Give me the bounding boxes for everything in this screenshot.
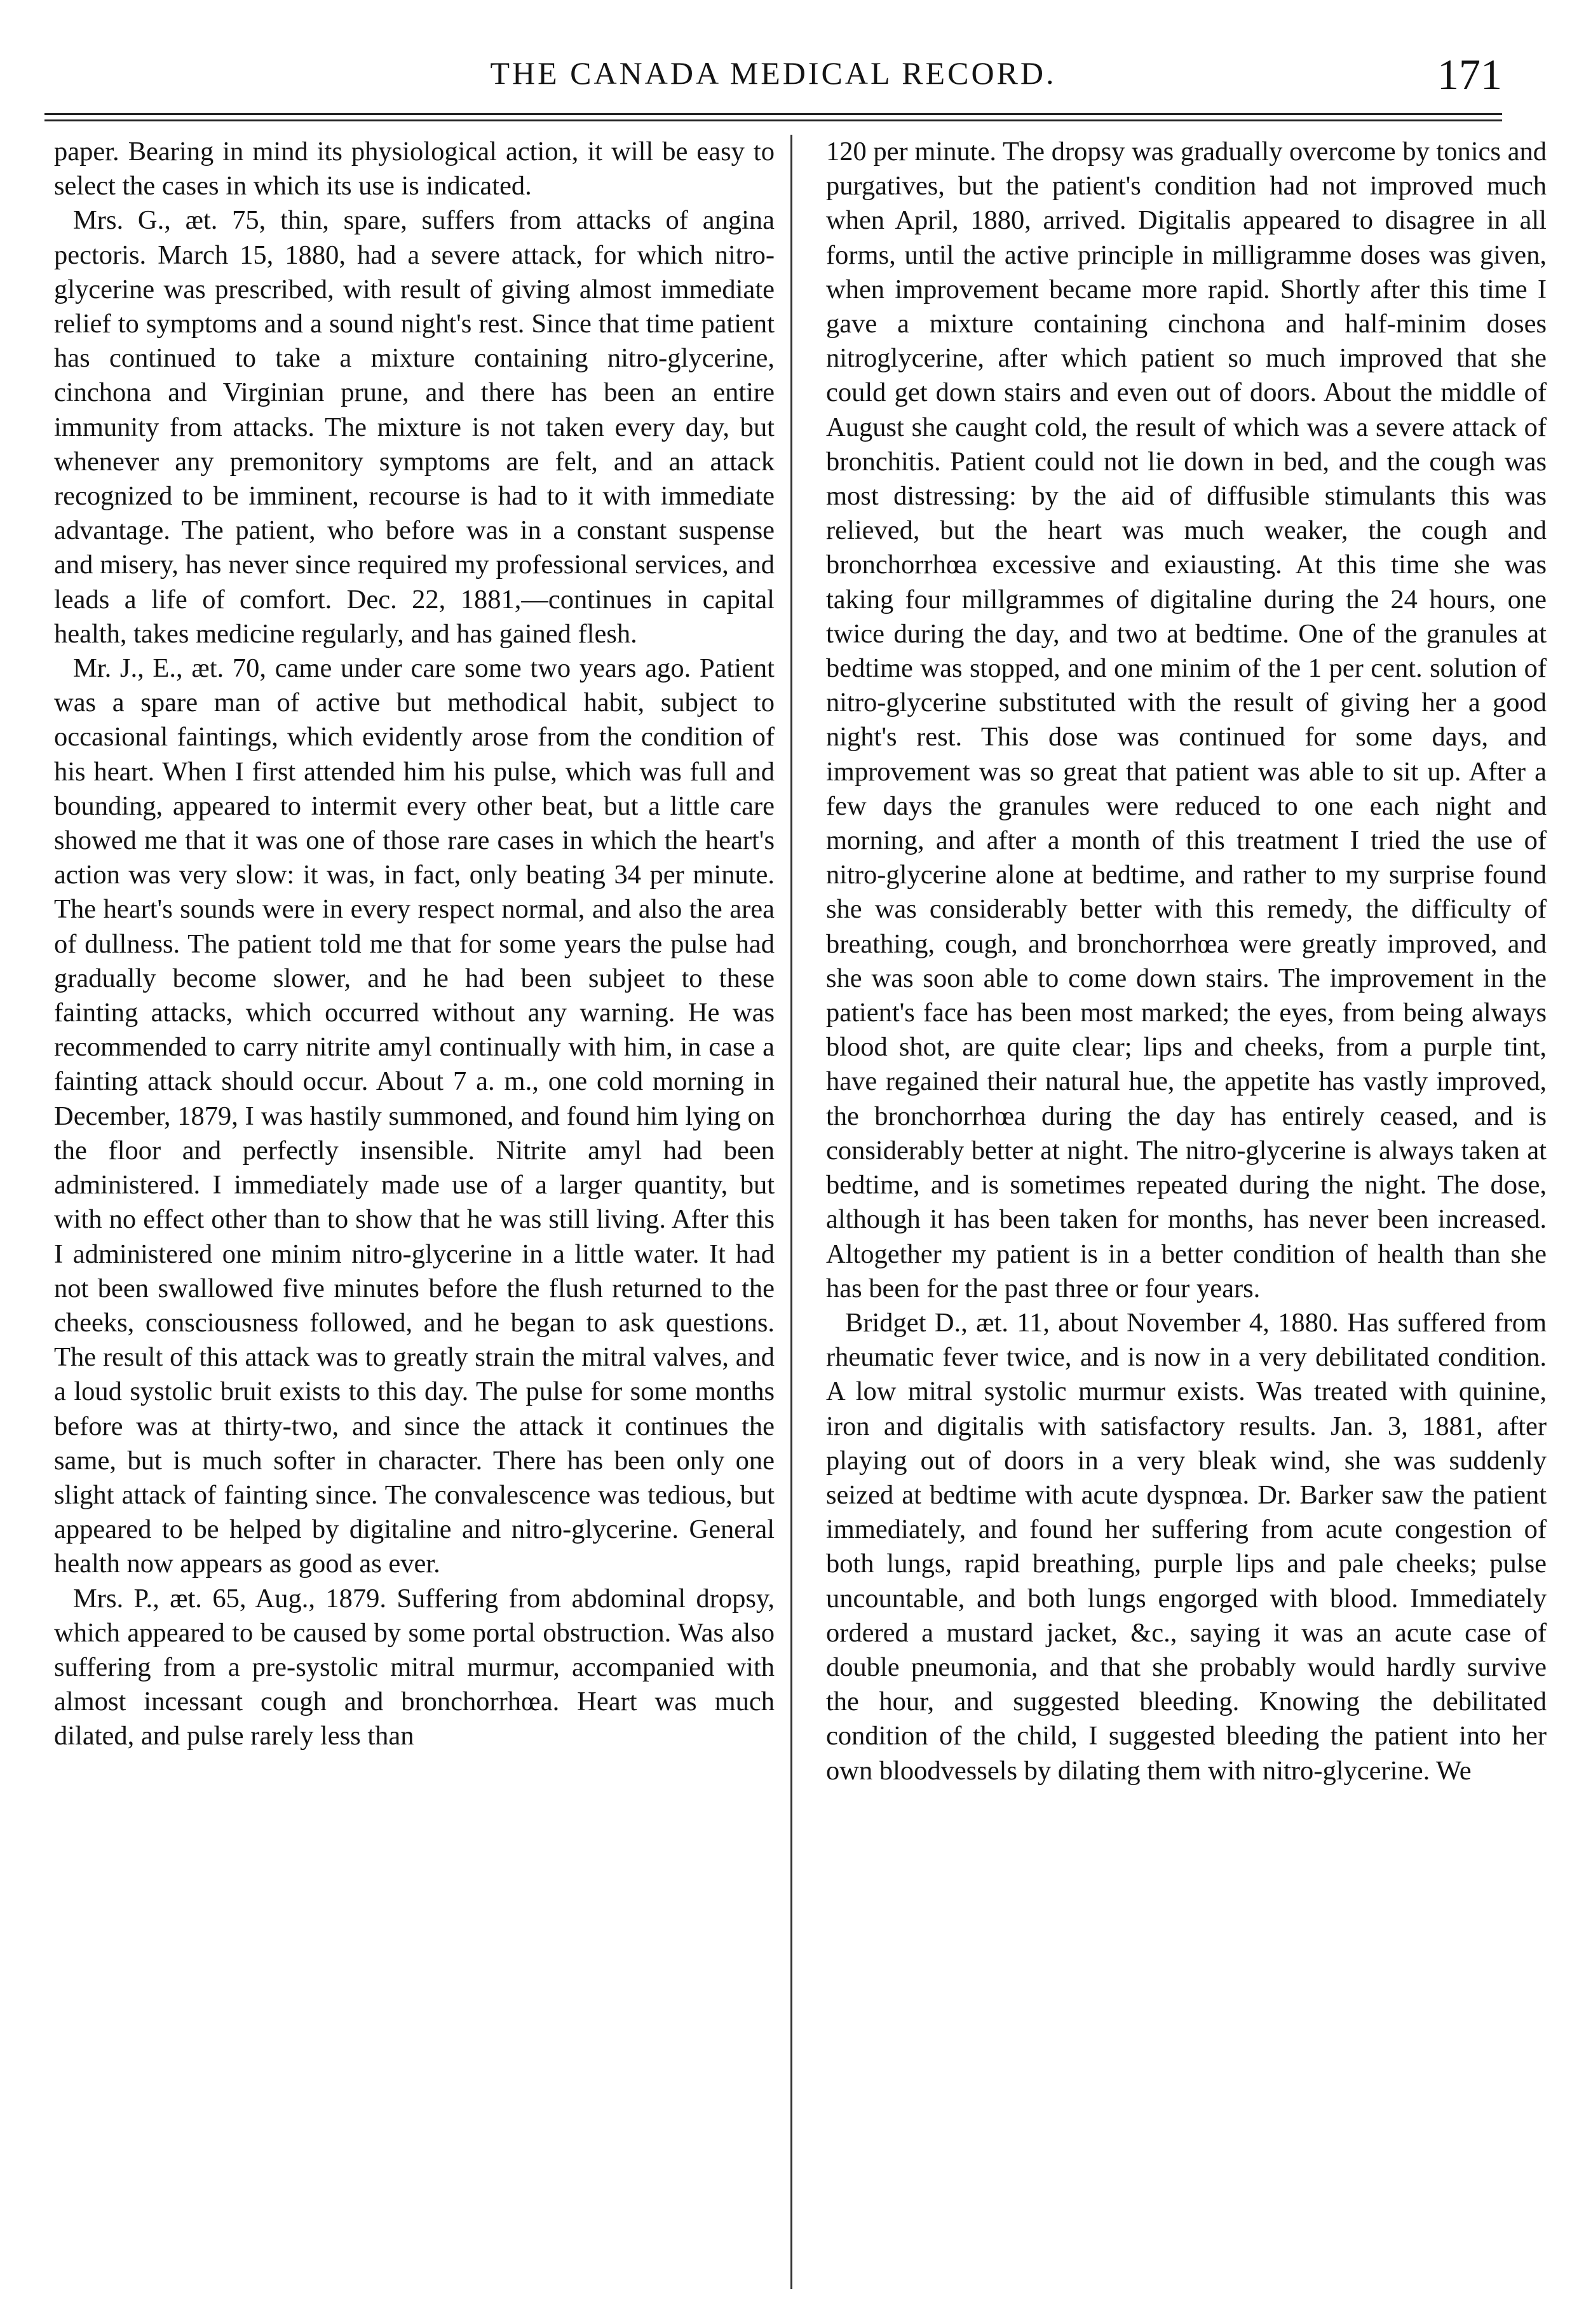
- left-column: [54, 135, 775, 1754]
- paragraph-case-bridget-d: Bridget D., æt. 11, about November 4, 1880. Has suffered from rheumatic fever twice, and is now in a very debilitated condition. A low mitral systolic murmur exists. Was treated with quinine, iron and digitalis with satisfactory results. Jan. 3, 1881, after playing out of doors in a very bleak wind, she was suddenly seized at bedtime with acute dyspnœa. Dr. Barker saw the patient immediately, and found her suffering from acute congestion of both lungs, rapid breathing, purple lips and pale cheeks; pulse uncountable, and both lungs engorged with blood. Immediately ordered a mustard jacket, &c., saying it was an acute case of double pneumonia, and that she probably would hardly survive the hour, and suggested bleeding. Knowing the debilitated condition of the child, I suggested bleeding the patient into her own bloodvessels by dilating them with nitro-glycerine. We: [826, 1307, 1547, 1786]
- page-number: 171: [1437, 50, 1502, 99]
- column-divider: [790, 135, 792, 2289]
- right-column: [826, 135, 1547, 1788]
- page-header: [44, 50, 1502, 107]
- paragraph-continued: paper. Bearing in mind its physiological action, it will be easy to select the cases in which its use is indicated.: [54, 137, 775, 201]
- paragraph-case-mrs-p: Mrs. P., æt. 65, Aug., 1879. Suffering from abdominal dropsy, which appeared to be caused by some portal obstruction. Was also suffering from a pre-systolic mitral murmur, accompanied with almost incessant cough and bronchorrhœa. Heart was much dilated, and pulse rarely less than: [54, 1583, 775, 1751]
- header-rule-top: [44, 113, 1502, 115]
- paragraph-case-mr-j-e: Mr. J., E., æt. 70, came under care some two years ago. Patient was a spare man of active but methodical habit, subject to occasional faintings, which evidently arose from the condition of his heart. When I first attended him his pulse, which was full and bounding, appeared to intermit every other beat, but a little care showed me that it was one of those rare cases in which the heart's action was very slow: it was, in fact, only beating 34 per minute. The heart's sounds were in every respect normal, and also the area of dullness. The patient told me that for some years the pulse had gradually become slower, and he had been subjeet to these fainting attacks, which occurred without any warning. He was recommended to carry nitrite amyl continually with him, in case a fainting attack should occur. About 7 a. m., one cold morning in December, 1879, I was hastily summoned, and found him lying on the floor and perfectly insensible. Nitrite amyl had been administered. I immediately made use of a larger quantity, but with no effect other than to show that he was still living. After this I administered one minim nitro-glycerine in a little water. It had not been swallowed five minutes before the flush returned to the cheeks, consciousness followed, and he began to ask questions. The result of this attack was to greatly strain the mitral valves, and a loud systolic bruit exists to this day. The pulse for some months before was at thirty-two, and since the attack it continues the same, but is much softer in character. There has been only one slight attack of fainting since. The convalescence was tedious, but appeared to be helped by digitaline and nitro-glycerine. General health now appears as good as ever.: [54, 653, 775, 1579]
- header-rule-bottom: [44, 119, 1502, 121]
- running-title: THE CANADA MEDICAL RECORD.: [490, 55, 1057, 91]
- paragraph-case-mrs-p-continued: 120 per minute. The dropsy was gradually overcome by tonics and purgatives, but the patient's condition had not improved much when April, 1880, arrived. Digitalis appeared to disagree in all forms, until the active principle in milligramme doses was given, when improvement became more rapid. Shortly after this time I gave a mixture containing cinchona and half-minim doses nitroglycerine, after which patient so much improved that she could get down stairs and even out of doors. About the middle of August she caught cold, the result of which was a severe attack of bronchitis. Patient could not lie down in bed, and the cough was most distressing: by the aid of diffusible stimulants this was relieved, but the heart was much weaker, the cough and bronchorrhœa excessive and exiausting. At this time she was taking four millgrammes of digitaline during the 24 hours, one twice during the day, and two at bedtime. One of the granules at bedtime was stopped, and one minim of the 1 per cent. solution of nitro-glycerine substituted with the result of giving her a good night's rest. This dose was continued for some days, and improvement was so great that patient was able to sit up. After a few days the granules were reduced to one each night and morning, and after a month of this treatment I tried the use of nitro-glycerine alone at bedtime, and rather to my surprise found she was considerably better with this remedy, the difficulty of breathing, cough, and bronchorrhœa were greatly improved, and she was soon able to come down stairs. The improvement in the patient's face has been most marked; the eyes, from being always blood shot, are quite clear; lips and cheeks, from a purple tint, have regained their natural hue, the appetite has vastly improved, the bronchorrhœa during the day has entirely ceased, and is considerably better at night. The nitro-glycerine is always taken at bedtime, and is sometimes repeated during the night. The dose, although it has been taken for months, has never been increased. Altogether my patient is in a better condition of health than she has been for the past three or four years.: [826, 137, 1547, 1303]
- paragraph-case-mrs-g: Mrs. G., æt. 75, thin, spare, suffers from attacks of angina pectoris. March 15, 1880, had a severe attack, for which nitro-glycerine was prescribed, with result of giving almost immediate relief to symptoms and a sound night's rest. Since that time patient has continued to take a mixture containing nitro-glycerine, cinchona and Virginian prune, and there has been an entire immunity from attacks. The mixture is not taken every day, but whenever any premonitory symptoms are felt, and an attack recognized to be imminent, recourse is had to it with immediate advantage. The patient, who before was in a constant suspense and misery, has never since required my professional services, and leads a life of comfort. Dec. 22, 1881,—continues in capital health, takes medicine regularly, and has gained flesh.: [54, 205, 775, 649]
